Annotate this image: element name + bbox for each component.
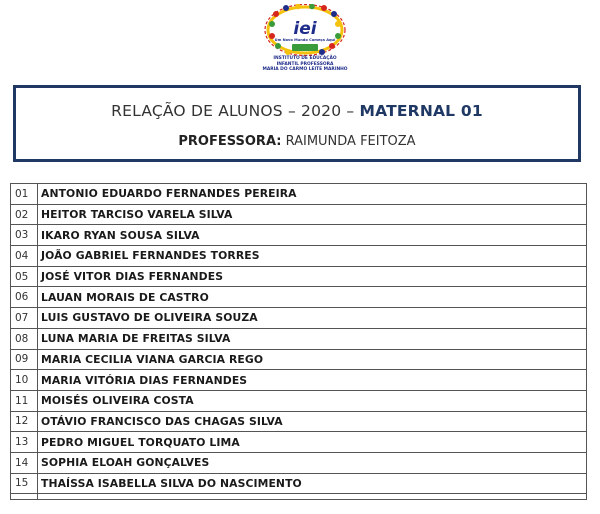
student-number: 15 xyxy=(11,473,38,494)
table-row xyxy=(11,411,587,432)
student-number: 12 xyxy=(11,411,38,432)
table-row xyxy=(11,349,587,370)
student-name: ANTONIO EDUARDO FERNANDES PEREIRA xyxy=(38,184,587,205)
student-number: 07 xyxy=(11,308,38,329)
student-number: 13 xyxy=(11,432,38,453)
table-row xyxy=(11,473,587,494)
student-name: OTÁVIO FRANCISCO DAS CHAGAS SILVA xyxy=(38,411,587,432)
student-number: 02 xyxy=(11,204,38,225)
student-name: LUIS GUSTAVO DE OLIVEIRA SOUZA xyxy=(38,308,587,329)
student-name: PEDRO MIGUEL TORQUATO LIMA xyxy=(38,432,587,453)
student-number: 10 xyxy=(11,370,38,391)
title-box xyxy=(13,85,581,162)
student-name: HEITOR TARCISO VARELA SILVA xyxy=(38,204,587,225)
student-name: LUNA MARIA DE FREITAS SILVA xyxy=(38,328,587,349)
student-number: 05 xyxy=(11,266,38,287)
student-number: 14 xyxy=(11,452,38,473)
student-name: IKARO RYAN SOUSA SILVA xyxy=(38,225,587,246)
school-name-line-1: INSTITUTO DE EDUCAÇÃO INFANTIL PROFESSORA xyxy=(273,56,337,67)
table-row xyxy=(11,266,587,287)
student-list-table xyxy=(10,183,587,500)
table-row-cutoff xyxy=(11,494,587,500)
student-name: LAUAN MORAIS DE CASTRO xyxy=(38,287,587,308)
class-name: MATERNAL 01 xyxy=(359,102,483,120)
student-number: 04 xyxy=(11,246,38,267)
table-row xyxy=(11,452,587,473)
table-row xyxy=(11,308,587,329)
teacher-label: PROFESSORA: xyxy=(178,134,282,149)
teacher-name: RAIMUNDA FEITOZA xyxy=(281,134,416,149)
student-number: 08 xyxy=(11,328,38,349)
student-number: 01 xyxy=(11,184,38,205)
table-row xyxy=(11,432,587,453)
teacher-line xyxy=(16,134,578,149)
student-name: MOISÉS OLIVEIRA COSTA xyxy=(38,390,587,411)
student-name: MARIA VITÓRIA DIAS FERNANDES xyxy=(38,370,587,391)
student-number: 11 xyxy=(11,390,38,411)
table-row xyxy=(11,328,587,349)
table-row xyxy=(11,246,587,267)
student-name: SOPHIA ELOAH GONÇALVES xyxy=(38,452,587,473)
student-number: 09 xyxy=(11,349,38,370)
list-title-prefix: RELAÇÃO DE ALUNOS – 2020 – xyxy=(111,102,360,120)
table-row xyxy=(11,390,587,411)
school-name-caption xyxy=(262,56,348,73)
table-row xyxy=(11,204,587,225)
student-name: THAÍSSA ISABELLA SILVA DO NASCIMENTO xyxy=(38,473,587,494)
school-name-line-2: MARIA DO CARMO LEITE MARINHO xyxy=(262,67,348,73)
student-number: 06 xyxy=(11,287,38,308)
student-name: MARIA CECILIA VIANA GARCIA REGO xyxy=(38,349,587,370)
table-row xyxy=(11,184,587,205)
logo-text: iei xyxy=(293,19,317,39)
school-logo xyxy=(262,4,348,76)
table-row xyxy=(11,225,587,246)
table-row xyxy=(11,370,587,391)
list-title xyxy=(16,102,578,120)
table-row xyxy=(11,287,587,308)
student-name: JOSÉ VITOR DIAS FERNANDES xyxy=(38,266,587,287)
student-name: JOÃO GABRIEL FERNANDES TORRES xyxy=(38,246,587,267)
logo-subtext: Um Novo Mundo Começa Aqui xyxy=(274,38,336,42)
school-logo-emblem xyxy=(262,4,348,56)
student-number: 03 xyxy=(11,225,38,246)
